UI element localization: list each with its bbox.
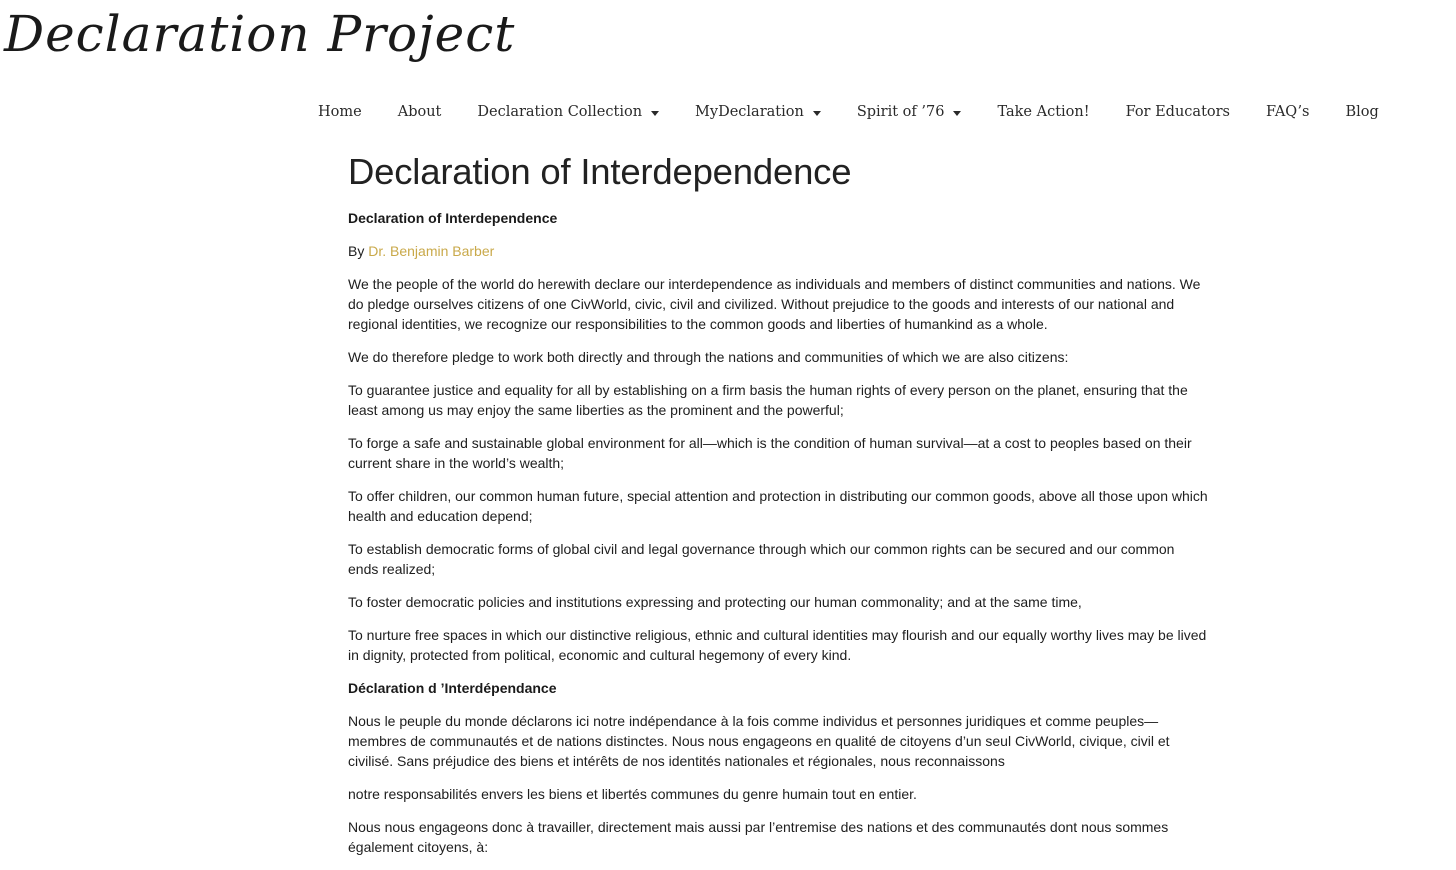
chevron-down-icon	[813, 111, 821, 116]
chevron-down-icon	[953, 111, 961, 116]
paragraph-en: To forge a safe and sustainable global environment for all—which is the condition of human survival—at a cost to peoples based on their current share in the world’s wealth;	[348, 435, 1192, 471]
main-nav	[300, 100, 1397, 124]
nav-home-label: Home	[318, 104, 362, 120]
nav-blog[interactable]	[1328, 104, 1397, 120]
nav-for-educators-label: For Educators	[1125, 104, 1231, 120]
paragraph-en: We do therefore pledge to work both directly and through the nations and communities of which we are also citizens:	[348, 349, 1069, 365]
paragraph-en: To offer children, our common human future, special attention and protection in distributing our common goods, above all those upon which health and education depend;	[348, 488, 1208, 524]
article-content	[348, 150, 1208, 870]
nav-mydeclaration[interactable]	[677, 104, 839, 120]
paragraph-fr: notre responsabilités envers les biens et libertés communes du genre humain tout en entier.	[348, 786, 917, 802]
site-logo[interactable]	[4, 4, 516, 74]
subtitle-fr: Déclaration d ’Interdépendance	[348, 680, 557, 696]
page-title: Declaration of Interdependence	[348, 151, 852, 192]
nav-spirit-of-76-label: Spirit of ’76	[856, 104, 945, 120]
paragraph-en: To foster democratic policies and institutions expressing and protecting our human commonality; and at the same time,	[348, 594, 1082, 610]
nav-declaration-collection-label: Declaration Collection	[477, 104, 643, 120]
nav-take-action[interactable]	[979, 104, 1107, 120]
paragraph-en: To establish democratic forms of global civil and legal governance through which our common rights can be secured and our common ends realized;	[348, 541, 1175, 577]
nav-blog-label: Blog	[1345, 104, 1379, 120]
byline	[348, 241, 1208, 261]
paragraph-en: To guarantee justice and equality for all by establishing on a firm basis the human rights of every person on the planet, ensuring that the least among us may enjoy the same liberties as the prominent and the powerful;	[348, 382, 1188, 418]
chevron-down-icon	[651, 111, 659, 116]
nav-faqs[interactable]	[1248, 104, 1327, 120]
nav-about-label: About	[397, 104, 442, 120]
author-link[interactable]: Dr. Benjamin Barber	[368, 243, 495, 259]
nav-about[interactable]	[380, 104, 460, 120]
nav-for-educators[interactable]	[1108, 104, 1248, 120]
paragraph-en: To nurture free spaces in which our distinctive religious, ethnic and cultural identities may flourish and our equally worthy lives may be lived in dignity, protected from political, economic and cultural hegemony of every kind.	[348, 627, 1207, 663]
nav-declaration-collection[interactable]	[459, 104, 677, 120]
nav-mydeclaration-label: MyDeclaration	[695, 104, 804, 120]
byline-prefix: By	[348, 243, 369, 259]
nav-take-action-label: Take Action!	[997, 104, 1090, 120]
article-subtitle: Declaration of Interdependence	[348, 210, 558, 226]
paragraph-en: We the people of the world do herewith declare our interdependence as individuals and members of distinct communities and nations. We do pledge ourselves citizens of one CivWorld, civic, civil and civilized. Without prejudice to the goods and interests of our national and regional identities, we recognize our responsibilities to the common goods and liberties of humankind as a whole.	[348, 276, 1201, 332]
nav-spirit-of-76[interactable]	[839, 104, 980, 120]
logo-text: Declaration Project	[4, 5, 516, 63]
nav-home[interactable]	[300, 104, 380, 120]
paragraph-fr: Nous le peuple du monde déclarons ici notre indépendance à la fois comme individus et personnes juridiques et comme peuples—membres de communautés et de nations distinctes. Nous nous engageons en qualité de citoyens d’un seul CivWorld, civique, civil et civilisé. Sans préjudice des biens et intérêts de nos identités nationales et régionales, nous reconnaissons	[348, 713, 1170, 769]
paragraph-fr: Nous nous engageons donc à travailler, directement mais aussi par l’entremise des nations et des communautés dont nous sommes également citoyens, à:	[348, 819, 1169, 855]
nav-faqs-label: FAQ’s	[1266, 104, 1310, 120]
